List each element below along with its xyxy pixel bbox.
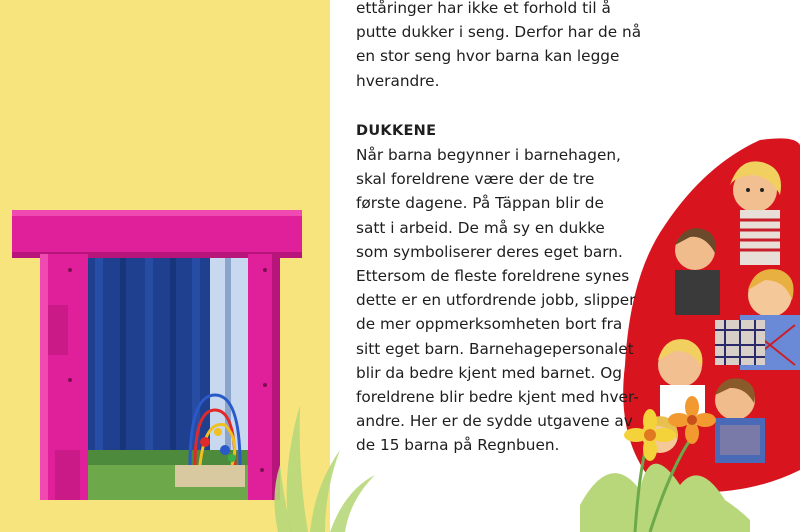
text-line: som symboliserer deres eget barn.: [356, 242, 623, 261]
text-line: dette er en utfordrende jobb, slipper: [356, 291, 636, 310]
text-line: andre. Her er de sydde utgavene av: [356, 412, 633, 431]
text-line: blir da bedre kjent med barnet. Og: [356, 363, 623, 382]
text-line: satt i arbeid. De må sy en dukke: [356, 218, 605, 237]
text-line: Når barna begynner i barnehagen,: [356, 146, 621, 164]
text-line: putte dukker i seng. Derfor har de nå: [356, 23, 642, 42]
text-line: de mer oppmerksomheten bort fra: [356, 315, 623, 334]
text-line: de 15 barna på Regnbuen.: [356, 436, 560, 455]
text-line: skal foreldrene være der de tre: [356, 170, 595, 189]
text-line: foreldrene blir bedre kjent med hver-: [356, 388, 639, 407]
text-line: Ettersom de fleste foreldrene synes: [356, 267, 630, 286]
text-line: hverandre.: [356, 71, 440, 90]
body-paragraph: [356, 143, 646, 458]
playhouse-photo: [0, 210, 310, 500]
text-line: en stor seng hvor barna kan legge: [356, 47, 620, 66]
text-line: ettåringer har ikke et forhold til å: [356, 0, 611, 17]
intro-paragraph: [356, 0, 646, 93]
text-line: første dagene. På Täppan blir de: [356, 194, 604, 213]
section-heading: DUKKENE: [356, 123, 437, 139]
text-line: sitt eget barn. Barnehagepersonalet: [356, 339, 634, 358]
